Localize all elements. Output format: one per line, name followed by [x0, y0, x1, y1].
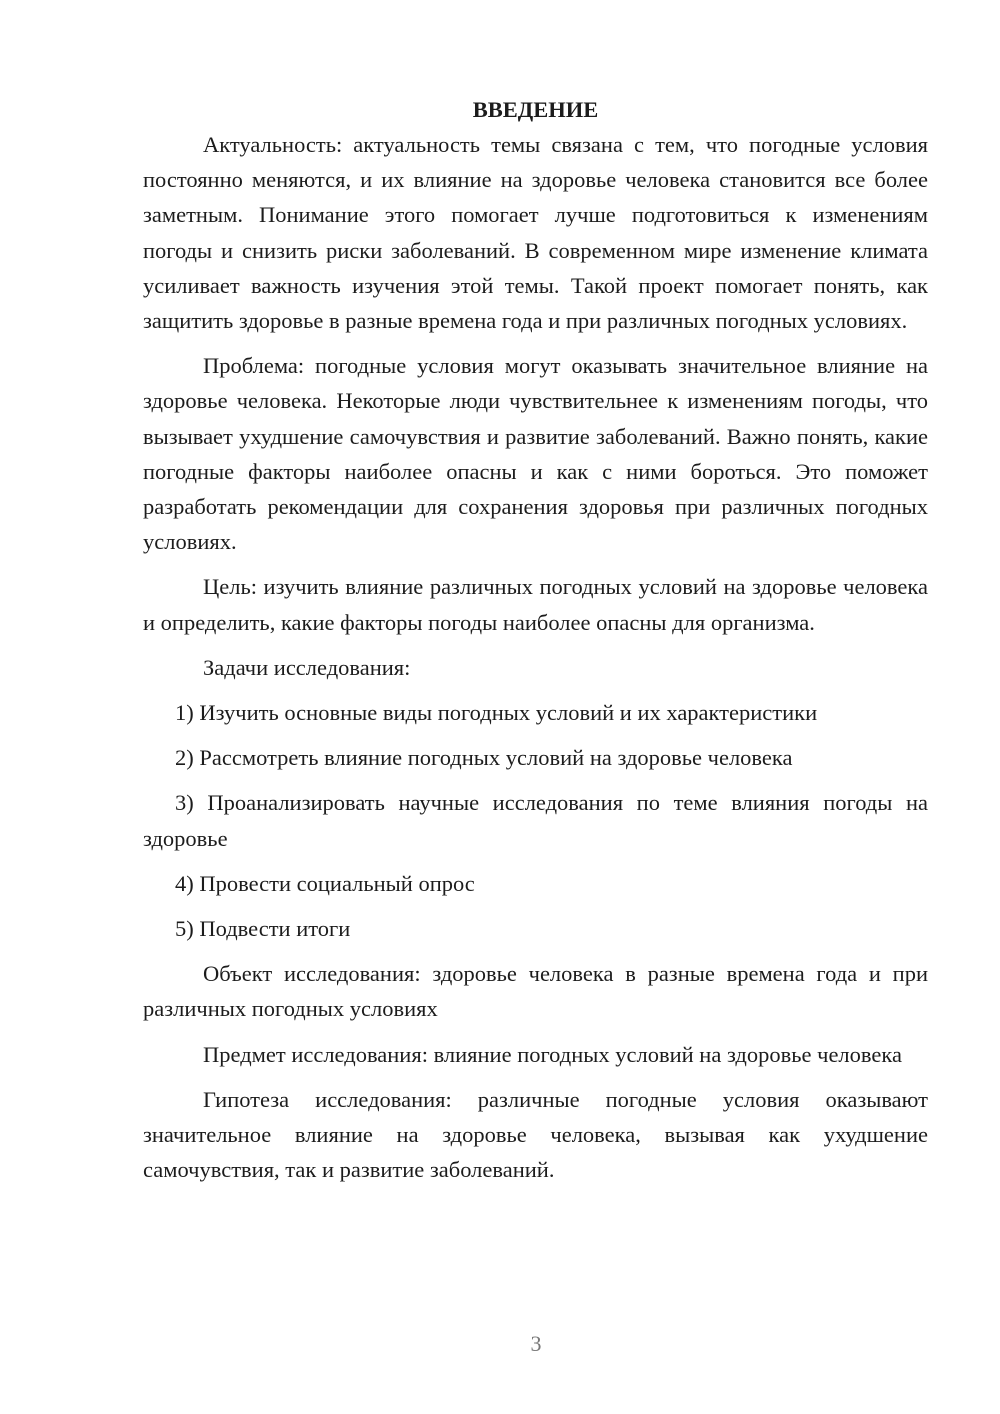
- tasks-heading: Задачи исследования:: [203, 654, 411, 680]
- document-title: ВВЕДЕНИЕ: [472, 97, 599, 122]
- hypothesis-paragraph: Гипотеза исследования: различные погодные условия оказывают значительное влияние на здоровье человека, вызывая как ухудшение самочувствия, так и развитие заболеваний.: [143, 1086, 928, 1183]
- task-item: 2) Рассмотреть влияние погодных условий на здоровье человека: [175, 745, 793, 771]
- task-item: 3) Проанализировать научные исследования по теме влияния погоды на здоровье: [143, 790, 928, 851]
- subject-paragraph: Предмет исследования: влияние погодных условий на здоровье человека: [203, 1041, 902, 1067]
- relevance-paragraph: Актуальность: актуальность темы связана с тем, что погодные условия постоянно меняются, и их влияние на здоровье человека становится все более заметным. Понимание этого помогает лучше подготовиться к изменениям погоды и снизить риски заболеваний. В современном мире изменение климата усиливает важность изучения этой темы. Такой проект помогает понять, как защитить здоровье в разные времена года и при различных погодных условиях.: [143, 132, 928, 334]
- task-item: 1) Изучить основные виды погодных условий и их характеристики: [175, 700, 818, 726]
- object-paragraph: Объект исследования: здоровье человека в разные времена года и при различных погодных условиях: [143, 961, 928, 1022]
- goal-paragraph: Цель: изучить влияние различных погодных условий на здоровье человека и определить, какие факторы погоды наиболее опасны для организма.: [143, 574, 928, 635]
- document-page: [143, 92, 928, 1197]
- tasks-list: [143, 695, 928, 946]
- task-item: 4) Провести социальный опрос: [175, 870, 475, 896]
- page-number: 3: [530, 1331, 542, 1356]
- task-item: 5) Подвести итоги: [175, 916, 351, 942]
- problem-paragraph: Проблема: погодные условия могут оказывать значительное влияние на здоровье человека. Некоторые люди чувствительнее к изменениям погоды, что вызывает ухудшение самочувствия и развитие заболеваний. Важно понять, какие погодные факторы наиболее опасны и как с ними бороться. Это поможет разработать рекомендации для сохранения здоровья при различных погодных условиях.: [143, 353, 928, 555]
